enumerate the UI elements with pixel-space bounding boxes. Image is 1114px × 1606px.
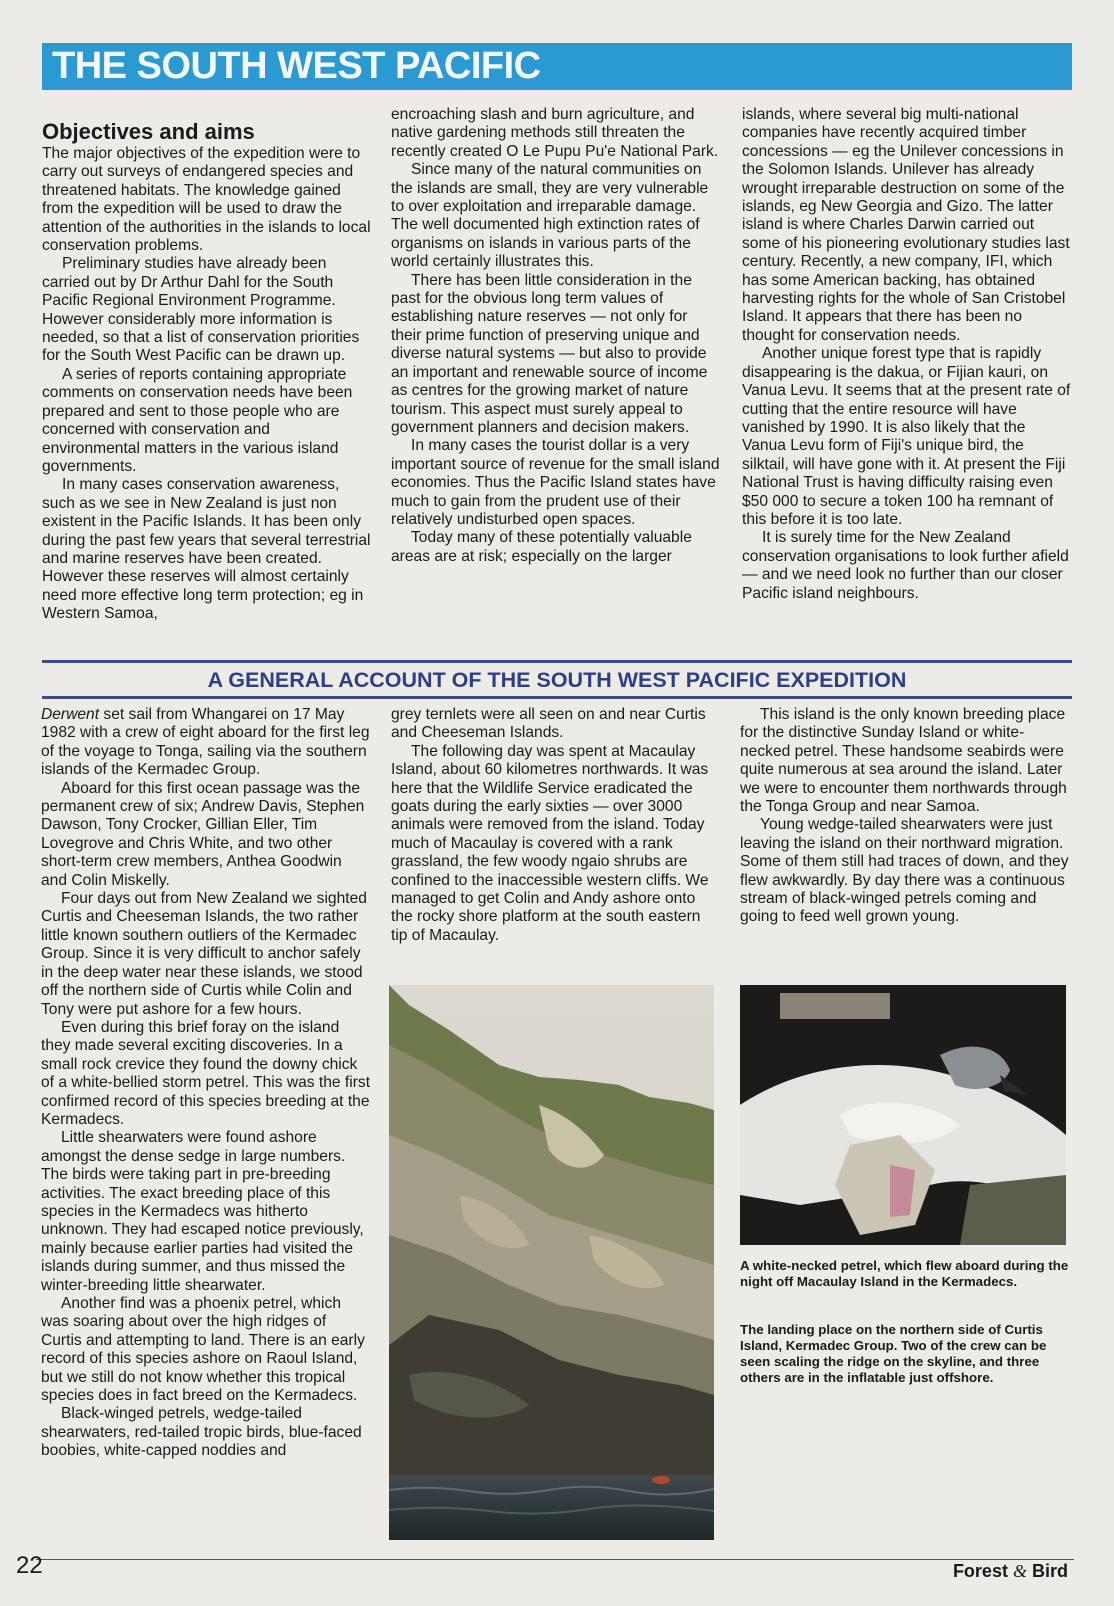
paragraph: Today many of these potentially valuable areas are at risk; especially on the larger [391, 529, 692, 565]
magazine-name-part: Bird [1032, 1561, 1068, 1581]
paragraph: islands, where several big multi-national companies have recently acquired timber concessions — eg the Unilever concessions in the Solomon Islands. Unilever has already wrought irreparable destruction on some of the islands, eg New Georgia and Gizo. The latter island is where Charles Darwin carried out some of his pioneering evolutionary studies last century. Recently, a new company, IFI, which has some American backing, has obtained harvesting rights for the whole of San Cristobel Island. It appears that there has been no thought for conservation needs. [742, 106, 1070, 344]
paragraph: Black-winged petrels, wedge-tailed shearwaters, red-tailed tropic birds, blue-faced boobies, white-capped noddies and [41, 1405, 362, 1460]
petrel-caption: A white-necked petrel, which flew aboard during the night off Macaulay Island in the Kermadecs. [740, 1258, 1069, 1289]
page-number: 22 [16, 1552, 43, 1579]
landing-caption: The landing place on the northern side of Curtis Island, Kermadec Group. Two of the crew can be seen scaling the ridge on the skyline, and three others are in the inflatable just offshore. [740, 1322, 1047, 1385]
paragraph: Little shearwaters were found ashore amongst the dense sedge in large numbers. The birds were taking part in pre-breeding activities. The exact breeding place of this species in the Kermadecs was hitherto unknown. They had escaped notice previously, mainly because earlier parties had visited the islands during summer, and thus missed the winter-breeding little shearwater. [41, 1129, 364, 1294]
paragraph: The following day was spent at Macaulay Island, about 60 kilometres northwards. It was here that the Wildlife Service eradicated the goats during the early sixties — over 3000 animals were removed from the island. Today much of Macaulay is covered with a rank grassland, the few woody ngaio shrubs are confined to the inaccessible western cliffs. We managed to get Colin and Andy ashore onto the rocky shore platform at the south eastern tip of Macaulay. [391, 742, 709, 944]
paragraph: Aboard for this first ocean passage was the permanent crew of six; Andrew Davis, Stephen Dawson, Tony Crocker, Gillian Eller, Tim Lovegrove and Chris White, and two other short-term crew members, Anthea Goodwin and Colin Miskelly. [41, 779, 365, 889]
magazine-name-part: Forest [952, 1561, 1008, 1581]
paragraph-text: set sail from Whangarei on 17 May 1982 with a crew of eight aboard for the first leg of the voyage to Tonga, sailing via the southern islands of the Kermadec Group. [41, 706, 370, 779]
paragraph: grey ternlets were all seen on and near Curtis and Cheeseman Islands. [391, 706, 706, 742]
magazine-name [953, 1560, 1068, 1582]
objectives-heading: Objectives and aims [42, 120, 255, 144]
magazine-ampersand: & [1012, 1561, 1027, 1581]
paragraph: In many cases the tourist dollar is a very important source of revenue for the small island economies. Thus the Pacific Island states have much to gain from the prudent use of their relatively undisturbed open spaces. [391, 437, 720, 528]
account-column-2 [391, 706, 721, 966]
vessel-name: Derwent [41, 706, 100, 723]
divider-rule-bottom [42, 696, 1072, 699]
paragraph: Young wedge-tailed shearwaters were just leaving the island on their northward migration. Some of them still had traces of down, and they flew awkwardly. By day there was a continuous stream of black-winged petrels coming and going to feed well grown young. [740, 816, 1069, 926]
paragraph: This island is the only known breeding place for the distinctive Sunday Island or white-necked petrel. These handsome seabirds were quite numerous at sea around the island. Later we were to encounter them northwards through the Tonga Group and near Samoa. [740, 706, 1067, 816]
petrel-image [740, 985, 1066, 1245]
paragraph: Since many of the natural communities on the islands are small, they are very vulnerable to over exploitation and irreparable damage. The well documented high extinction rates of organisms on islands in various parts of the world certainly illustrates this. [391, 161, 709, 271]
paragraph: Another unique forest type that is rapidly disappearing is the dakua, or Fijian kauri, on Vanua Levu. It seems that at the present rate of cutting that the entire resource will have vanished by 1990. It is also likely that the Vanua Levu form of Fiji's unique bird, the silktail, will have gone with it. At present the Fiji National Trust is having difficulty raising even $50 000 to secure a token 100 ha remnant of this before it is too late. [742, 345, 1071, 528]
footer-rule [36, 1559, 1074, 1560]
objectives-column-2 [391, 106, 721, 646]
paragraph: Preliminary studies have already been carried out by Dr Arthur Dahl for the South Pacific Regional Environment Programme. However considerably more information is needed, so that a list of conservation priorities for the South West Pacific can be drawn up. [42, 255, 360, 365]
paragraph: Even during this brief foray on the island they made several exciting discoveries. In a small rock crevice they found the downy chick of a white-bellied storm petrel. This was the first confirmed record of this species breeding at the Kermadecs. [41, 1018, 371, 1128]
section-heading: A GENERAL ACCOUNT OF THE SOUTH WEST PACIFIC EXPEDITION [207, 668, 907, 692]
divider-rule-top [42, 660, 1072, 663]
paragraph [41, 706, 371, 780]
paragraph: There has been little consideration in the past for the obvious long term values of establishing nature reserves — not only for their prime function of preserving unique and diverse natural systems — but also to provide an important and renewable source of income as centres for the growing market of nature tourism. This aspect must surely appeal to government planners and decision makers. [391, 271, 708, 436]
page-title: THE SOUTH WEST PACIFIC [52, 45, 541, 87]
cliff-landing-image [389, 985, 714, 1540]
paragraph: Another find was a phoenix petrel, which was soaring about over the high ridges of Curtis and attempting to land. There is an early record of this species ashore on Raoul Island, but we still do not know whether this tropical species does in fact breed on the Kermadecs. [41, 1295, 365, 1405]
cliff-landing-photo [389, 985, 714, 1540]
petrel-photo [740, 985, 1066, 1245]
paragraph: A series of reports containing appropriate comments on conservation needs have been prepared and sent to those people who are concerned with conservation and environmental matters in the various island governments. [42, 365, 353, 475]
objectives-column-1 [42, 120, 372, 645]
title-banner [42, 43, 1072, 90]
paragraph: It is surely time for the New Zealand conservation organisations to look further afield — and we need look no further than our closer Pacific island neighbours. [742, 529, 1069, 602]
paragraph: Four days out from New Zealand we sighted Curtis and Cheeseman Islands, the two rather little known southern outliers of the Kermadec Group. Since it is very difficult to anchor safely in the deep water near these islands, we stood off the northern side of Curtis while Colin and Tony were put ashore for a few hours. [41, 890, 367, 1018]
account-column-3 [740, 706, 1072, 966]
paragraph: encroaching slash and burn agriculture, and native gardening methods still threaten the recently created O Le Pupu Pu'e National Park. [391, 106, 719, 160]
objectives-column-3 [742, 106, 1072, 646]
paragraph: In many cases conservation awareness, such as we see in New Zealand is just non existent in the Pacific Islands. It has been only during the past few years that several terrestrial and marine reserves have been created. However these reserves will almost certainly need more effective long term protection; eg in Western Samoa, [42, 476, 371, 623]
paragraph: The major objectives of the expedition were to carry out surveys of endangered species and threatened habitats. The knowledge gained from the expedition will be used to draw the attention of the authorities in the islands to local conservation problems. [42, 145, 371, 255]
account-column-1 [41, 706, 371, 1546]
